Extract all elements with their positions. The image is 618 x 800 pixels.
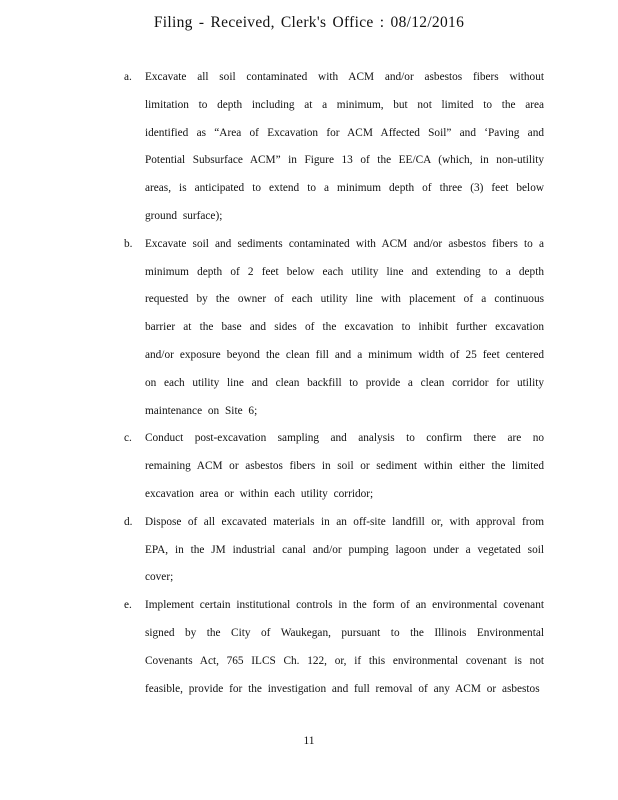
list-item-text: Excavate soil and sediments contaminated with ACM and/or asbestos fibers to a minimum depth of 2 feet below each utility line and extending to a depth requested by the owner of each utility line with placement of a continuous barrier at the base and sides of the excavation to inhibit further excavation and/or exposure beyond the clean fill and a minimum width of 25 feet centered on each utility line and clean backfill to provide a clean corridor for utility maintenance on Site 6;	[145, 237, 544, 417]
filing-stamp-header: Filing - Received, Clerk's Office : 08/12/2016	[153, 14, 465, 31]
list-item-text: Conduct post-excavation sampling and analysis to confirm there are no remaining ACM or asbestos fibers in soil or sediment within either the limited excavation area or within each utility corridor;	[145, 432, 544, 500]
list-marker: c.	[124, 432, 132, 445]
list-marker: e.	[124, 599, 132, 612]
list-item-d	[124, 509, 544, 592]
list-marker: b.	[124, 237, 133, 250]
list-marker: d.	[124, 515, 133, 528]
list-item-c	[124, 425, 544, 508]
list-marker: a.	[124, 71, 132, 83]
list-item-e	[124, 592, 544, 703]
list-item-text: Dispose of all excavated materials in an off-site landfill or, with approval from EPA, in the JM industrial canal and/or pumping lagoon under a vegetated soil cover;	[145, 515, 544, 584]
list-item-b	[124, 231, 544, 426]
list-item-text: Excavate all soil contaminated with ACM and/or asbestos fibers without limitation to depth including at a minimum, but not limited to the area identified as “Area of Excavation for ACM Affected Soil” and ‘Paving and Potential Subsurface ACM” in Figure 13 of the EE/CA (which, in non-utility areas, is anticipated to extend to a minimum depth of three (3) feet below ground surface);	[145, 71, 544, 222]
page-number: 11	[303, 735, 315, 747]
remedy-list	[124, 64, 544, 703]
list-item-a	[124, 64, 544, 231]
list-item-text: Implement certain institutional controls in the form of an environmental covenant signed by the City of Waukegan, pursuant to the Illinois Environmental Covenants Act, 765 ILCS Ch. 122, or, if this environmental covenant is not feasible, provide for the investigation and full removal of any ACM or asbestos	[145, 599, 544, 695]
